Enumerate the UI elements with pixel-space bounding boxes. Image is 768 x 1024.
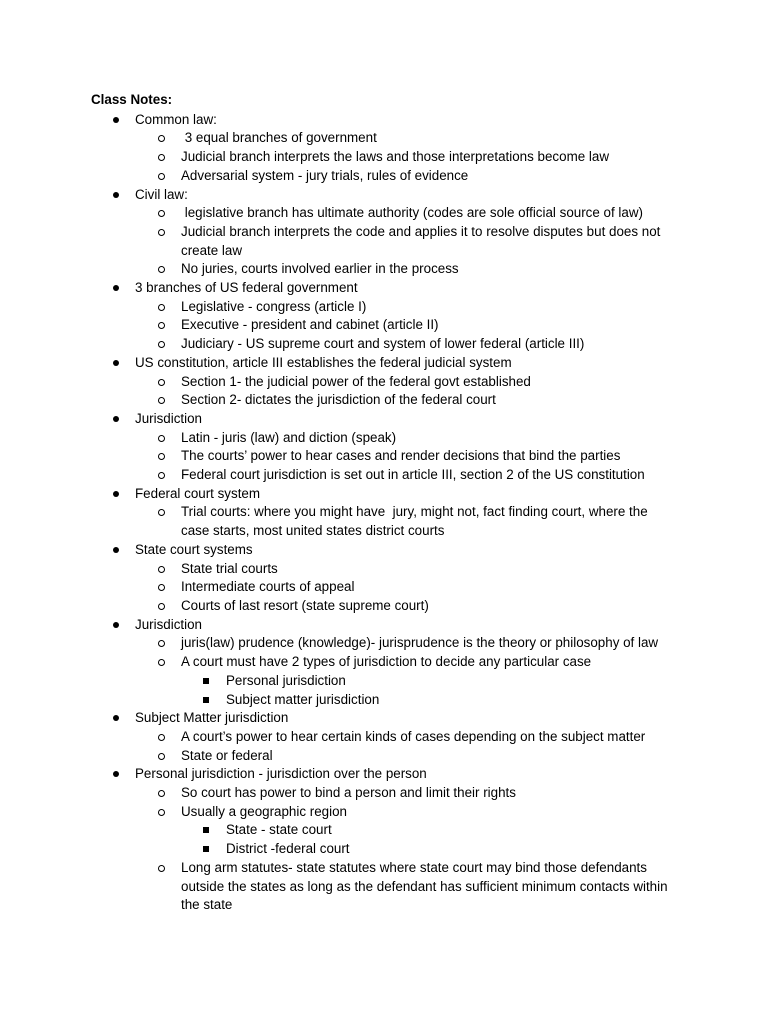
hollow-circle-bullet-icon	[158, 640, 165, 647]
list-item-row	[91, 410, 691, 429]
list-item-text: 3 equal branches of government	[181, 130, 377, 146]
notes-content	[91, 91, 691, 915]
hollow-circle-bullet-icon	[158, 603, 165, 610]
list-item-level-2	[91, 167, 691, 186]
filled-square-bullet-icon	[203, 678, 209, 684]
list-item-text: Jurisdiction	[135, 410, 202, 426]
filled-square-bullet-icon	[203, 846, 209, 852]
list-item-level-2	[91, 335, 691, 354]
list-item-row	[91, 859, 691, 915]
filled-circle-bullet-icon	[113, 117, 119, 123]
list-item-row	[91, 279, 691, 298]
list-item-row	[91, 616, 691, 635]
hollow-circle-bullet-icon	[158, 229, 165, 236]
list-item-text: Judicial branch interprets the code and applies it to resolve disputes but does not create law	[181, 223, 665, 258]
list-item-text: legislative branch has ultimate authority (codes are sole official source of law)	[181, 205, 643, 221]
hollow-circle-bullet-icon	[158, 435, 165, 442]
list-item-row	[91, 821, 691, 840]
list-item-row	[91, 503, 691, 540]
list-item-level-2	[91, 747, 691, 766]
list-item-row	[91, 466, 691, 485]
list-item-row	[91, 691, 691, 710]
list-item-text: District -federal court	[226, 841, 350, 857]
list-item-text: 3 branches of US federal government	[135, 280, 358, 296]
list-item-text: Federal court system	[135, 485, 261, 501]
list-item-row	[91, 840, 691, 859]
list-item-row	[91, 354, 691, 373]
list-item-level-2	[91, 634, 691, 653]
list-item-row	[91, 653, 691, 672]
list-item-text: So court has power to bind a person and limit their rights	[181, 785, 516, 801]
list-item-text: State court systems	[135, 541, 253, 557]
list-item-text: Courts of last resort (state supreme court)	[181, 597, 429, 613]
hollow-circle-bullet-icon	[158, 472, 165, 479]
list-item-level-1	[91, 279, 691, 298]
hollow-circle-bullet-icon	[158, 809, 165, 816]
hollow-circle-bullet-icon	[158, 210, 165, 217]
filled-square-bullet-icon	[203, 697, 209, 703]
list-item-text: The courts’ power to hear cases and render decisions that bind the parties	[181, 448, 621, 464]
list-item-row	[91, 373, 691, 392]
filled-circle-bullet-icon	[113, 360, 119, 366]
list-item-level-2	[91, 129, 691, 148]
filled-circle-bullet-icon	[113, 192, 119, 198]
list-item-row	[91, 111, 691, 130]
hollow-circle-bullet-icon	[158, 135, 165, 142]
list-item-text: Section 2- dictates the jurisdiction of the federal court	[181, 392, 496, 408]
list-item-level-2	[91, 373, 691, 392]
list-item-row	[91, 223, 691, 260]
list-item-text: US constitution, article III establishes the federal judicial system	[135, 354, 512, 370]
list-item-level-2	[91, 653, 691, 672]
list-item-text: Executive - president and cabinet (article II)	[181, 317, 439, 333]
list-item-text: Personal jurisdiction	[226, 672, 346, 688]
list-item-text: Federal court jurisdiction is set out in article III, section 2 of the US constitution	[181, 467, 645, 483]
list-item-level-2	[91, 803, 691, 822]
list-item-level-2	[91, 204, 691, 223]
list-item-text: State trial courts	[181, 560, 278, 576]
list-item-level-1	[91, 541, 691, 560]
list-item-row	[91, 204, 691, 223]
list-item-level-1	[91, 485, 691, 504]
list-item-level-2	[91, 316, 691, 335]
list-item-text: juris(law) prudence (knowledge)- jurisprudence is the theory or philosophy of law	[181, 635, 659, 651]
list-item-row	[91, 485, 691, 504]
list-item-row	[91, 728, 691, 747]
list-item-level-1	[91, 111, 691, 130]
list-item-level-2	[91, 859, 691, 915]
list-item-row	[91, 129, 691, 148]
list-item-row	[91, 148, 691, 167]
list-item-row	[91, 765, 691, 784]
list-item-level-2	[91, 503, 691, 540]
hollow-circle-bullet-icon	[158, 566, 165, 573]
hollow-circle-bullet-icon	[158, 154, 165, 161]
list-item-row	[91, 541, 691, 560]
hollow-circle-bullet-icon	[158, 379, 165, 386]
notes-list	[91, 111, 691, 915]
hollow-circle-bullet-icon	[158, 341, 165, 348]
list-item-text: A court’s power to hear certain kinds of cases depending on the subject matter	[181, 728, 646, 744]
hollow-circle-bullet-icon	[158, 453, 165, 460]
filled-circle-bullet-icon	[113, 416, 119, 422]
hollow-circle-bullet-icon	[158, 734, 165, 741]
filled-circle-bullet-icon	[113, 285, 119, 291]
list-item-text: Long arm statutes- state statutes where state court may bind those defendants outside the states as long as the defendant has sufficient minimum contacts within the state	[181, 859, 672, 913]
list-item-row	[91, 709, 691, 728]
list-item-row	[91, 803, 691, 822]
list-item-text: Intermediate courts of appeal	[181, 579, 355, 595]
page-title: Class Notes:	[91, 92, 173, 107]
list-item-text: Usually a geographic region	[181, 803, 347, 819]
list-item-text: No juries, courts involved earlier in the process	[181, 261, 459, 277]
list-item-level-3	[91, 840, 691, 859]
list-item-text: Subject Matter jurisdiction	[135, 710, 289, 726]
filled-circle-bullet-icon	[113, 547, 119, 553]
list-item-row	[91, 634, 691, 653]
list-item-row	[91, 784, 691, 803]
list-item-text: Trial courts: where you might have jury, might not, fact finding court, where the case starts, most united states district courts	[181, 504, 652, 539]
list-item-level-1	[91, 765, 691, 784]
list-item-level-2	[91, 148, 691, 167]
list-item-row	[91, 298, 691, 317]
list-item-text: Jurisdiction	[135, 616, 202, 632]
list-item-level-2	[91, 223, 691, 260]
list-item-level-2	[91, 560, 691, 579]
list-item-level-1	[91, 354, 691, 373]
list-item-level-1	[91, 410, 691, 429]
list-item-row	[91, 560, 691, 579]
list-item-text: A court must have 2 types of jurisdiction to decide any particular case	[181, 654, 592, 670]
list-item-level-2	[91, 391, 691, 410]
list-item-row	[91, 186, 691, 205]
filled-circle-bullet-icon	[113, 715, 119, 721]
list-item-level-2	[91, 447, 691, 466]
list-item-level-3	[91, 691, 691, 710]
hollow-circle-bullet-icon	[158, 397, 165, 404]
hollow-circle-bullet-icon	[158, 584, 165, 591]
list-item-row	[91, 260, 691, 279]
list-item-text: Adversarial system - jury trials, rules of evidence	[181, 167, 469, 183]
list-item-row	[91, 391, 691, 410]
list-item-text: Latin - juris (law) and diction (speak)	[181, 429, 397, 445]
list-item-level-2	[91, 298, 691, 317]
list-item-text: Judiciary - US supreme court and system of lower federal (article III)	[181, 336, 585, 352]
list-item-text: Legislative - congress (article I)	[181, 298, 367, 314]
list-item-level-2	[91, 784, 691, 803]
list-item-level-2	[91, 578, 691, 597]
filled-square-bullet-icon	[203, 827, 209, 833]
list-item-level-2	[91, 466, 691, 485]
hollow-circle-bullet-icon	[158, 173, 165, 180]
hollow-circle-bullet-icon	[158, 753, 165, 760]
list-item-text: Civil law:	[135, 186, 188, 202]
list-item-level-2	[91, 597, 691, 616]
list-item-level-2	[91, 728, 691, 747]
hollow-circle-bullet-icon	[158, 790, 165, 797]
list-item-level-2	[91, 260, 691, 279]
list-item-level-1	[91, 186, 691, 205]
list-item-text: Judicial branch interprets the laws and those interpretations become law	[181, 149, 609, 165]
list-item-row	[91, 447, 691, 466]
filled-circle-bullet-icon	[113, 771, 119, 777]
list-item-row	[91, 597, 691, 616]
list-item-row	[91, 578, 691, 597]
list-item-row	[91, 672, 691, 691]
hollow-circle-bullet-icon	[158, 865, 165, 872]
filled-circle-bullet-icon	[113, 491, 119, 497]
list-item-text: State or federal	[181, 747, 273, 763]
list-item-level-3	[91, 672, 691, 691]
list-item-row	[91, 429, 691, 448]
list-item-level-2	[91, 429, 691, 448]
list-item-text: Common law:	[135, 111, 217, 127]
hollow-circle-bullet-icon	[158, 659, 165, 666]
list-item-row	[91, 167, 691, 186]
list-item-text: Section 1- the judicial power of the federal govt established	[181, 373, 531, 389]
list-item-text: State - state court	[226, 822, 332, 838]
list-item-row	[91, 316, 691, 335]
hollow-circle-bullet-icon	[158, 304, 165, 311]
filled-circle-bullet-icon	[113, 622, 119, 628]
hollow-circle-bullet-icon	[158, 509, 165, 516]
list-item-text: Personal jurisdiction - jurisdiction over the person	[135, 766, 427, 782]
hollow-circle-bullet-icon	[158, 266, 165, 273]
list-item-text: Subject matter jurisdiction	[226, 691, 380, 707]
hollow-circle-bullet-icon	[158, 322, 165, 329]
list-item-level-3	[91, 821, 691, 840]
list-item-level-1	[91, 616, 691, 635]
list-item-row	[91, 335, 691, 354]
list-item-row	[91, 747, 691, 766]
list-item-level-1	[91, 709, 691, 728]
